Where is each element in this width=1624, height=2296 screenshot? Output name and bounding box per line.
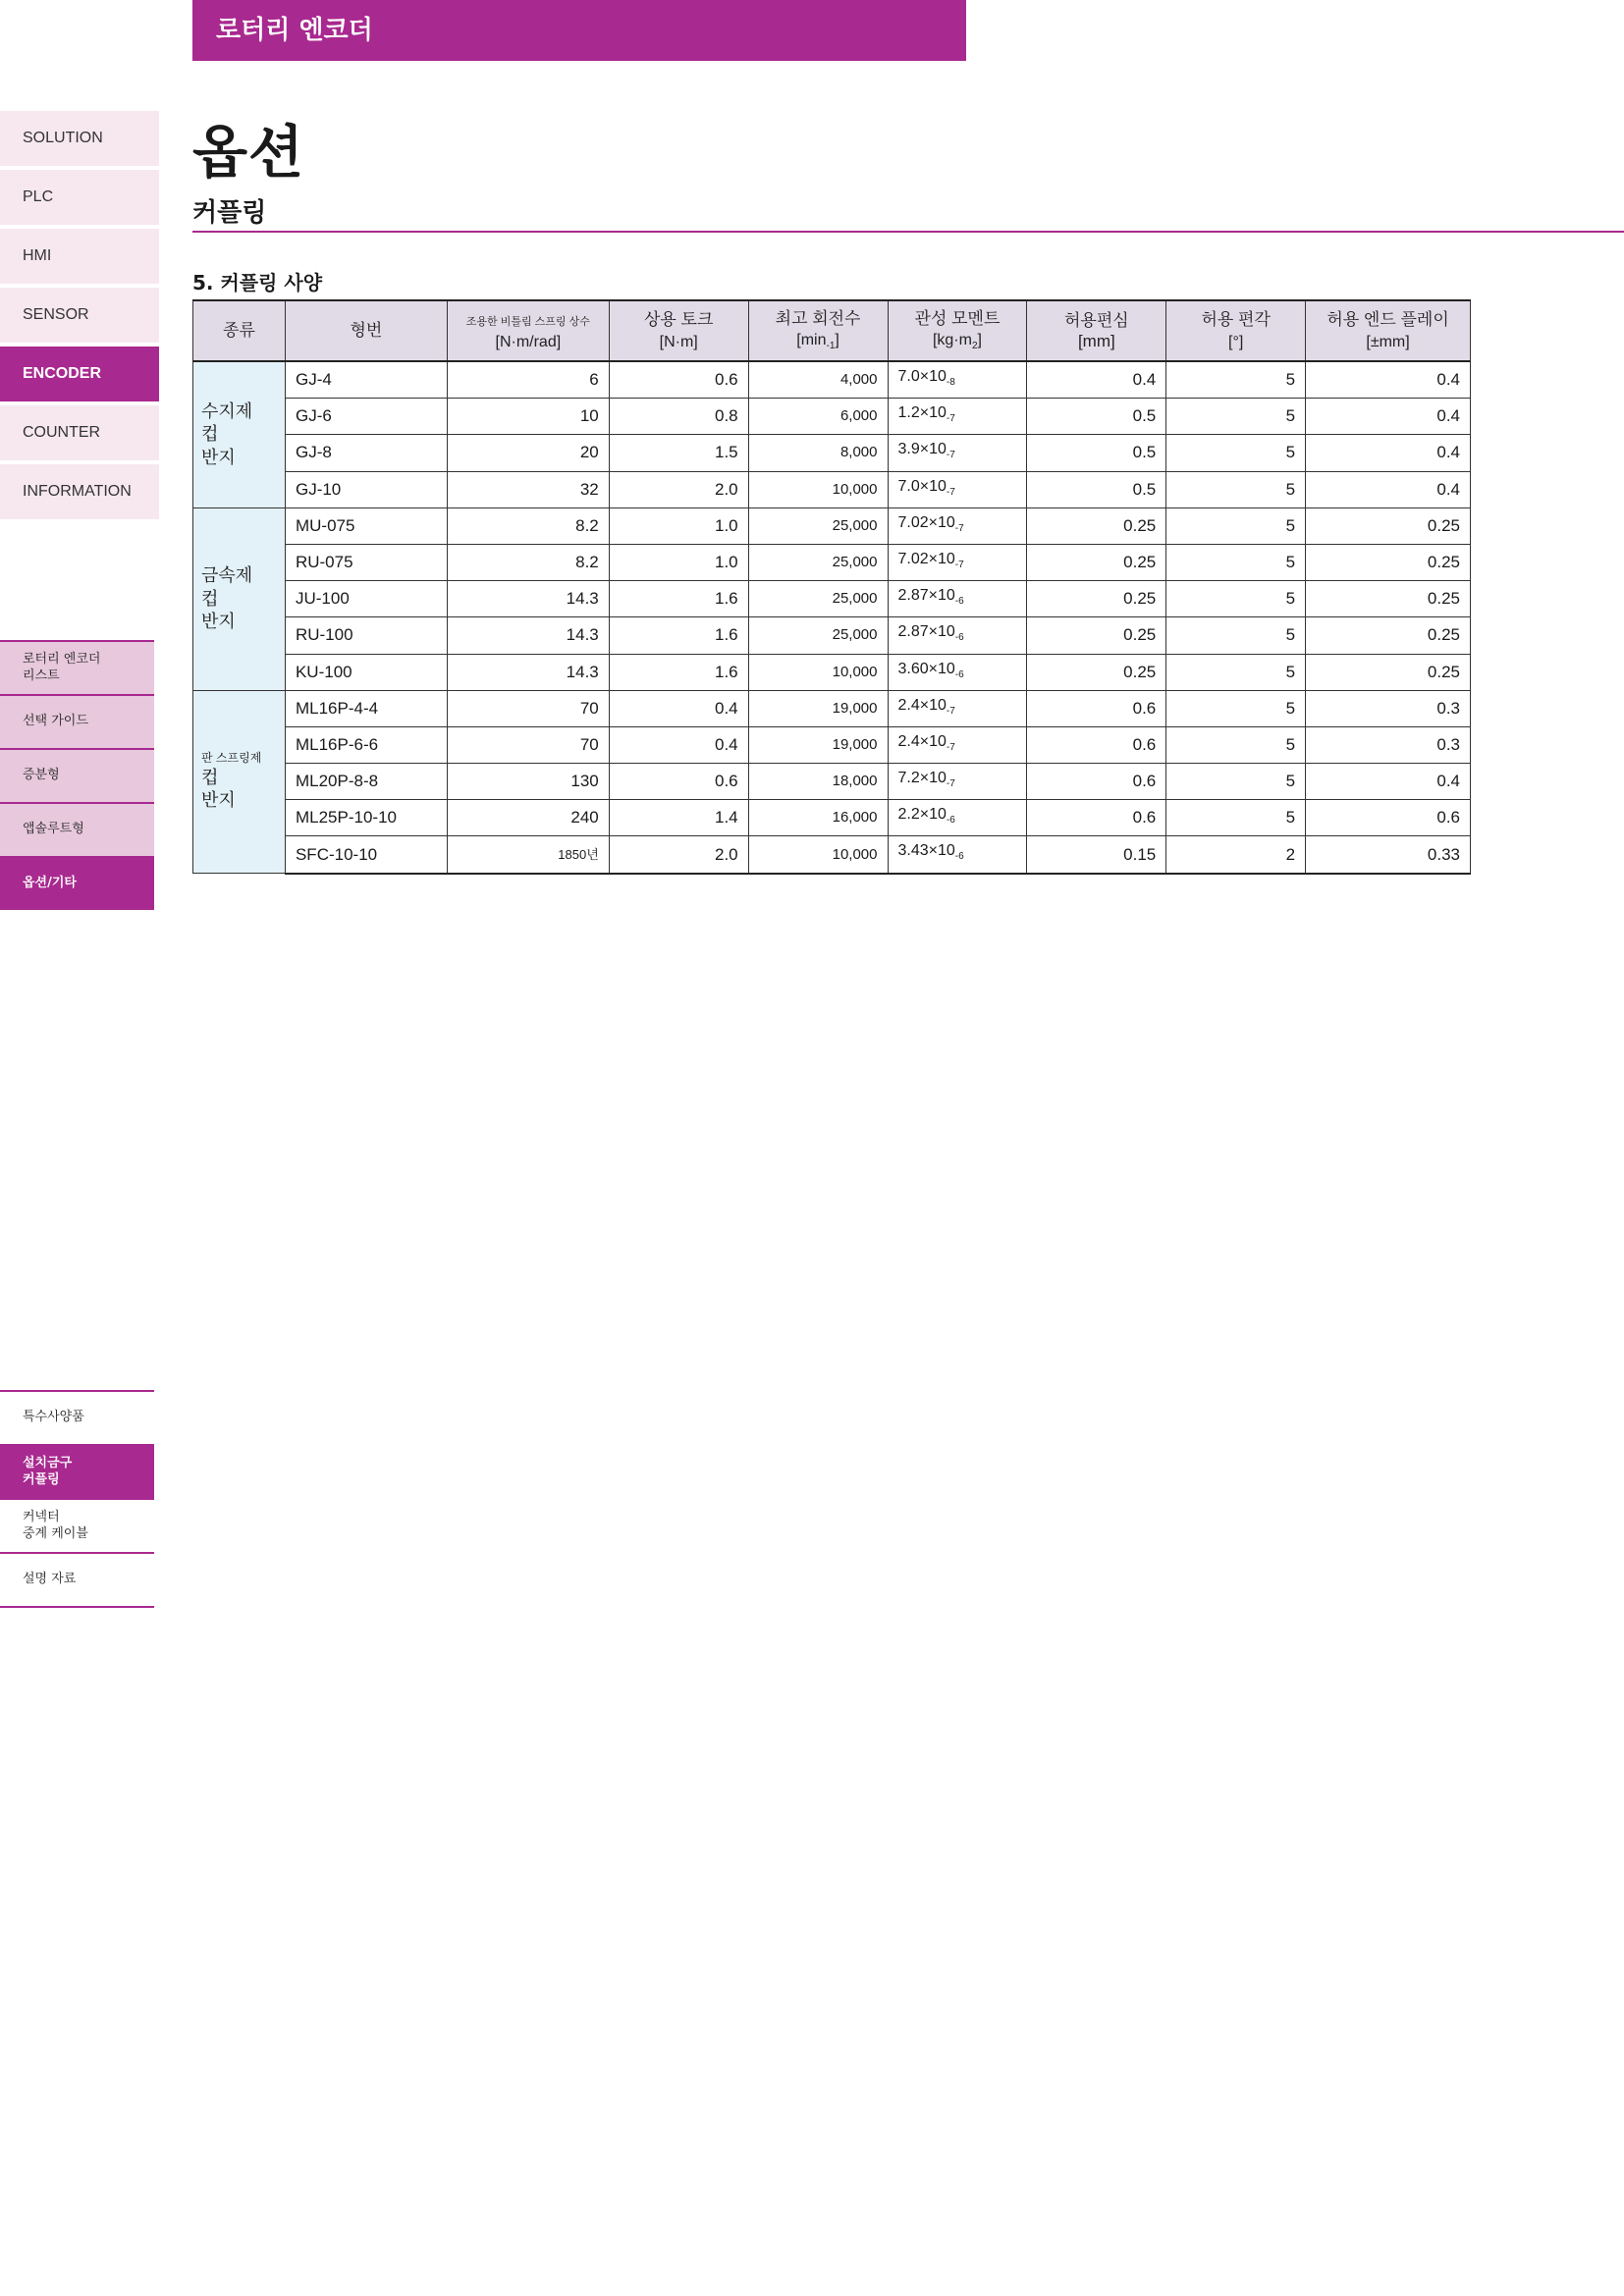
spring-constant-cell: 32 [447,471,609,507]
spring-constant-cell: 8.2 [447,544,609,580]
model-cell: ML16P-6-6 [285,726,447,763]
spring-constant-cell: 20 [447,435,609,471]
end-play-cell: 0.25 [1306,654,1471,690]
header-model: 형번 [285,300,447,361]
torque-cell: 2.0 [609,836,748,874]
sidebar-item-hmi[interactable]: HMI [0,229,159,284]
table-row [193,399,1471,435]
max-rpm-cell: 19,000 [748,690,888,726]
end-play-cell: 0.4 [1306,471,1471,507]
subnav-item-options[interactable]: 옵션/기타 [0,856,154,910]
eccentricity-cell: 0.6 [1027,800,1166,836]
category-label: 판 스프링제 [201,751,262,766]
inertia-cell: $2.4\times 10_{-7}$ [888,690,1027,726]
model-cell: MU-075 [285,507,447,544]
max-rpm-cell: 10,000 [748,471,888,507]
eccentricity-cell: 0.25 [1027,654,1166,690]
spring-constant-cell: 70 [447,690,609,726]
end-play-cell: 0.25 [1306,507,1471,544]
sidebar-item-sensor[interactable]: SENSOR [0,288,159,343]
torque-cell: 0.4 [609,690,748,726]
category-label: 컵 [201,424,219,445]
end-play-cell: 0.4 [1306,764,1471,800]
table-row [193,617,1471,654]
table-row [193,471,1471,507]
subnav-item-incremental[interactable]: 증분형 [0,748,154,802]
header-spring-constant: 조용한 비틀림 스프링 상수 [N·m/rad] [447,300,609,361]
table-row [193,507,1471,544]
spring-constant-cell: 70 [447,726,609,763]
model-cell: SFC-10-10 [285,836,447,874]
max-rpm-cell: 10,000 [748,654,888,690]
header-end-play: 허용 엔드 플레이 [±mm] [1306,300,1471,361]
torque-cell: 1.4 [609,800,748,836]
section-title: 5. 커플링 사양 [192,271,323,294]
angle-cell: 5 [1166,435,1306,471]
end-play-cell: 0.4 [1306,435,1471,471]
inertia-cell: $7.0\times 10_{-7}$ [888,471,1027,507]
spring-constant-cell: 8.2 [447,507,609,544]
inertia-cell: $7.02\times 10_{-7}$ [888,544,1027,580]
table-row [193,836,1471,874]
section-banner: 로터리 엔코더 [192,0,966,61]
angle-cell: 5 [1166,399,1306,435]
category-label: 금속제 [201,565,253,586]
torque-cell: 1.6 [609,654,748,690]
torque-cell: 0.4 [609,726,748,763]
header-torque: 상용 토크 [N·m] [609,300,748,361]
header-eccentricity: 허용편심 [mm] [1027,300,1166,361]
table-row [193,435,1471,471]
sidebar-item-plc[interactable]: PLC [0,170,159,225]
max-rpm-cell: 18,000 [748,764,888,800]
end-play-cell: 0.25 [1306,544,1471,580]
page-title: 옵션 [192,119,305,186]
page-subtitle: 커플링 [192,198,267,228]
max-rpm-cell: 25,000 [748,617,888,654]
end-play-cell: 0.25 [1306,617,1471,654]
spring-constant-cell: 240 [447,800,609,836]
angle-cell: 5 [1166,581,1306,617]
angle-cell: 5 [1166,654,1306,690]
eccentricity-cell: 0.6 [1027,726,1166,763]
category-label: 수지제 [201,400,253,421]
table-header-row [193,300,1471,361]
eccentricity-cell: 0.6 [1027,690,1166,726]
model-cell: KU-100 [285,654,447,690]
angle-cell: 5 [1166,617,1306,654]
sidebar-item-encoder[interactable]: ENCODER [0,347,159,401]
inertia-cell: $2.4\times 10_{-7}$ [888,726,1027,763]
model-cell: RU-075 [285,544,447,580]
subnav-item-absolute[interactable]: 앱솔루트형 [0,802,154,856]
angle-cell: 5 [1166,544,1306,580]
table-row [193,690,1471,726]
category-cell [193,507,286,690]
header-type: 종류 [193,300,286,361]
model-cell: GJ-4 [285,361,447,399]
category-label: 반지 [201,611,236,631]
torque-cell: 0.6 [609,361,748,399]
table-row [193,800,1471,836]
sidebar-sub-nav-2 [0,1390,154,1608]
torque-cell: 0.6 [609,764,748,800]
spring-constant-cell: 14.3 [447,581,609,617]
end-play-cell: 0.6 [1306,800,1471,836]
subnav-item-mounting-coupling[interactable]: 설치금구 커플링 [0,1444,154,1498]
angle-cell: 5 [1166,690,1306,726]
subnav-item-connector-cable[interactable]: 커넥터 중계 케이블 [0,1498,154,1552]
eccentricity-cell: 0.5 [1027,399,1166,435]
header-max-rpm: 최고 회전수 $[\min_{-1}]$ [748,300,888,361]
angle-cell: 5 [1166,800,1306,836]
max-rpm-cell: 8,000 [748,435,888,471]
spring-constant-cell: 14.3 [447,654,609,690]
model-cell: ML16P-4-4 [285,690,447,726]
eccentricity-cell: 0.5 [1027,471,1166,507]
model-cell: JU-100 [285,581,447,617]
model-cell: GJ-6 [285,399,447,435]
torque-cell: 1.6 [609,617,748,654]
model-cell: GJ-8 [285,435,447,471]
sidebar-sub-nav-1 [0,640,154,910]
sidebar-main-nav [0,111,159,523]
header-angle: 허용 편각 [°] [1166,300,1306,361]
spring-constant-cell: 14.3 [447,617,609,654]
sidebar-item-counter[interactable]: COUNTER [0,405,159,460]
max-rpm-cell: 19,000 [748,726,888,763]
subnav-item-documents[interactable]: 설명 자료 [0,1552,154,1606]
sidebar-item-information[interactable]: INFORMATION [0,464,159,519]
inertia-cell: $2.87\times 10_{-6}$ [888,617,1027,654]
coupling-spec-table [192,299,1471,875]
eccentricity-cell: 0.25 [1027,617,1166,654]
eccentricity-cell: 0.25 [1027,581,1166,617]
inertia-cell: $2.2\times 10_{-6}$ [888,800,1027,836]
eccentricity-cell: 0.5 [1027,435,1166,471]
max-rpm-cell: 25,000 [748,581,888,617]
model-cell: GJ-10 [285,471,447,507]
category-cell [193,690,286,873]
torque-cell: 1.6 [609,581,748,617]
angle-cell: 5 [1166,361,1306,399]
category-cell [193,361,286,507]
angle-cell: 5 [1166,507,1306,544]
end-play-cell: 0.25 [1306,581,1471,617]
max-rpm-cell: 16,000 [748,800,888,836]
max-rpm-cell: 10,000 [748,836,888,874]
subnav-item-special-products[interactable]: 특수사양품 [0,1390,154,1444]
table-row [193,544,1471,580]
angle-cell: 2 [1166,836,1306,874]
header-inertia: 관성 모멘트 $[kg\cdot m_2]$ [888,300,1027,361]
inertia-cell: $7.02\times 10_{-7}$ [888,507,1027,544]
torque-cell: 2.0 [609,471,748,507]
subnav-item-selection-guide[interactable]: 선택 가이드 [0,694,154,748]
spring-constant-cell: 10 [447,399,609,435]
end-play-cell: 0.33 [1306,836,1471,874]
table-row [193,581,1471,617]
eccentricity-cell: 0.25 [1027,507,1166,544]
max-rpm-cell: 6,000 [748,399,888,435]
inertia-cell: $7.0\times 10_{-8}$ [888,361,1027,399]
angle-cell: 5 [1166,726,1306,763]
end-play-cell: 0.4 [1306,361,1471,399]
end-play-cell: 0.3 [1306,690,1471,726]
torque-cell: 1.5 [609,435,748,471]
eccentricity-cell: 0.25 [1027,544,1166,580]
category-label: 컵 [201,767,219,787]
spring-constant-cell: 130 [447,764,609,800]
category-label: 반지 [201,447,236,467]
inertia-cell: $3.60\times 10_{-6}$ [888,654,1027,690]
max-rpm-cell: 4,000 [748,361,888,399]
max-rpm-cell: 25,000 [748,544,888,580]
subnav-item-encoder-list[interactable]: 로터리 엔코더 리스트 [0,640,154,694]
spring-constant-cell: 1850년 [447,836,609,874]
subnav-divider [0,1606,154,1608]
eccentricity-cell: 0.6 [1027,764,1166,800]
max-rpm-cell: 25,000 [748,507,888,544]
eccentricity-cell: 0.4 [1027,361,1166,399]
end-play-cell: 0.4 [1306,399,1471,435]
inertia-cell: $1.2\times 10_{-7}$ [888,399,1027,435]
torque-cell: 1.0 [609,544,748,580]
spring-constant-cell: 6 [447,361,609,399]
torque-cell: 1.0 [609,507,748,544]
eccentricity-cell: 0.15 [1027,836,1166,874]
model-cell: ML20P-8-8 [285,764,447,800]
end-play-cell: 0.3 [1306,726,1471,763]
table-row [193,726,1471,763]
model-cell: ML25P-10-10 [285,800,447,836]
table-row [193,764,1471,800]
table-body [193,361,1471,874]
table-row [193,361,1471,399]
angle-cell: 5 [1166,471,1306,507]
category-label: 컵 [201,588,219,609]
inertia-cell: $7.2\times 10_{-7}$ [888,764,1027,800]
torque-cell: 0.8 [609,399,748,435]
inertia-cell: $2.87\times 10_{-6}$ [888,581,1027,617]
inertia-cell: $3.43\times 10_{-6}$ [888,836,1027,874]
inertia-cell: $3.9\times 10_{-7}$ [888,435,1027,471]
category-label: 반지 [201,790,236,811]
sidebar-item-solution[interactable]: SOLUTION [0,111,159,166]
model-cell: RU-100 [285,617,447,654]
angle-cell: 5 [1166,764,1306,800]
title-divider [192,231,1624,233]
table-row [193,654,1471,690]
